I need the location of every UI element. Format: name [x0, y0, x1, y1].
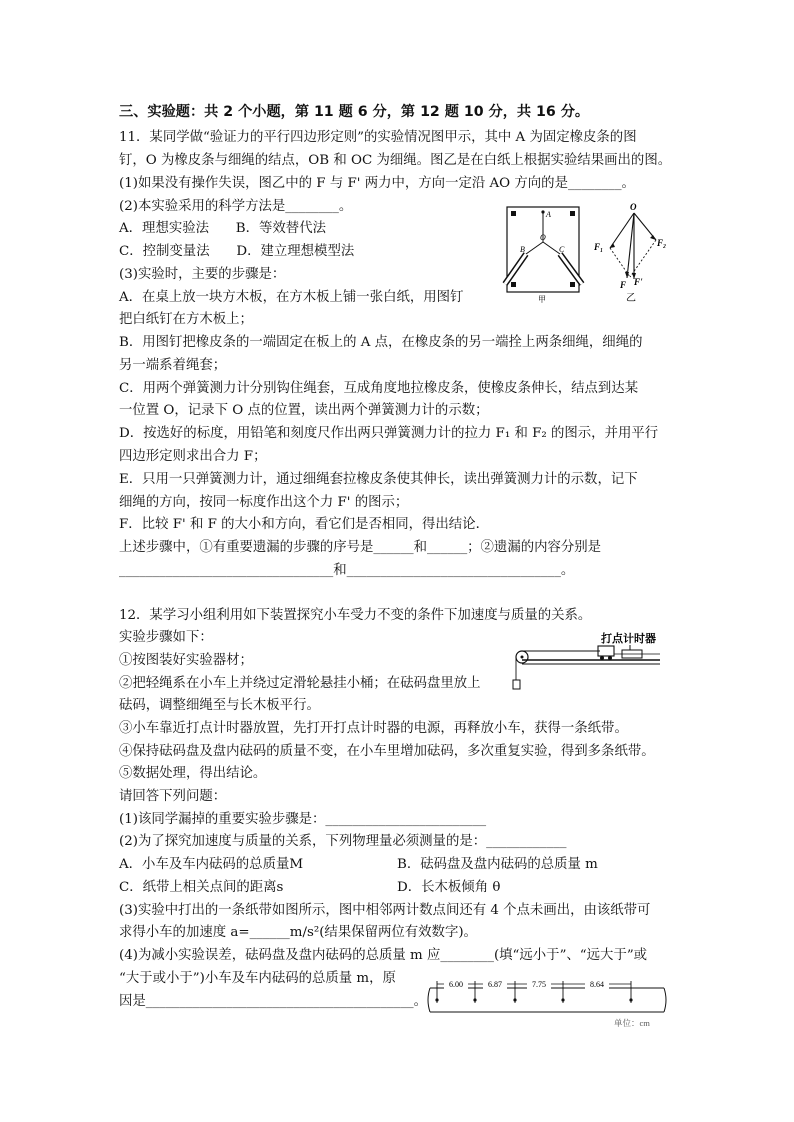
q12-option: B．砝码盘及盘内砝码的总质量 m: [397, 857, 598, 872]
q12-option: C．纸带上相关点间的距离s: [119, 880, 284, 895]
q11-line: E．只用一只弹簧测力计，通过细绳套拉橡皮条使其伸长，读出弹簧测力计的示数，记下: [119, 472, 638, 487]
q12-line: ①按图装好实验器材；: [119, 653, 253, 668]
q12-line: 求得小车的加速度 a=______m/s²(结果保留两位有效数字)。: [119, 925, 477, 940]
q11-line: 11．某同学做“验证力的平行四边形定则”的实验情况图甲示，其中 A 为固定橡皮条的图: [119, 130, 637, 145]
q11-line: 把白纸钉在方木板上；: [119, 312, 253, 327]
figure-tape: [424, 968, 668, 1030]
q12-line: ③小车靠近打点计时器放置，先打开打点计时器的电源，再释放小车，获得一条纸带。: [119, 721, 628, 736]
q12-option: A．小车及车内砝码的总质量M: [119, 857, 304, 872]
q12-line: (1)该同学漏掉的重要实验步骤是：________________________: [119, 812, 487, 827]
tape-seg-3: 7.75: [532, 980, 546, 989]
timer-label: 打点计时器: [601, 633, 656, 645]
q11-line: (3)实验时，主要的步骤是：: [119, 267, 286, 282]
q12-line: ⑤数据处理，得出结论。: [119, 766, 267, 781]
q12-line: (3)实验中打出的一条纸带如图所示，图中相邻两计数点间还有 4 个点未画出，由该纸带可: [119, 903, 651, 918]
q12-line: 因是________________________________________。: [119, 994, 427, 1009]
q11-line: 细绳的方向，按同一标度作出这个力 F' 的图示；: [119, 495, 409, 510]
q11-option: A．理想实验法 B．等效替代法: [119, 221, 326, 236]
figure-apparatus: [510, 628, 670, 698]
tape-dimensions: [437, 979, 631, 989]
label-f2: F₂: [657, 238, 667, 248]
label-f-prime: F': [634, 277, 643, 287]
q12-line: ②把轻绳系在小车上并绕过定滑轮悬挂小桶；在砝码盘里放上: [119, 676, 481, 691]
q11-line: C．用两个弹簧测力计分别钩住绳套，互成角度地拉橡皮条，使橡皮条伸长，结点到达某: [119, 381, 639, 396]
q12-option: D．长木板倾角 θ: [397, 880, 501, 895]
q11-line: 钉，O 为橡皮条与细绳的结点，OB 和 OC 为细绳。图乙是在白纸上根据实验结果画出的图。: [119, 153, 672, 168]
tape-seg-2: 6.87: [488, 980, 502, 989]
q12-line: 实验步骤如下：: [119, 630, 213, 645]
q11-option: C．控制变量法 D．建立理想模型法: [119, 244, 355, 259]
q11-line: B．用图钉把橡皮条的一端固定在板上的 A 点，在橡皮条的另一端拴上两条细绳，细绳的: [119, 335, 643, 350]
figure-yi: [590, 198, 674, 302]
q11-line: ________________________________和________________________________。: [119, 563, 575, 578]
q12-line: “大于或小于”)小车及车内砝码的总质量 m，原: [119, 971, 396, 986]
tape-seg-1: 6.00: [449, 980, 463, 989]
q11-line: (2)本实验采用的科学方法是________。: [119, 199, 353, 214]
label-a: A: [546, 210, 551, 219]
caption-yi: 乙: [626, 293, 636, 304]
q11-line: 上述步骤中，①有重要遗漏的步骤的序号是______和______；②遗漏的内容分别是: [119, 540, 602, 555]
q12-line: ④保持砝码盘及盘内砝码的质量不变，在小车里增加砝码，多次重复实验，得到多条纸带。: [119, 744, 655, 759]
q12-line: 砝码，调整细绳至与长木板平行。: [119, 698, 320, 713]
q11-line: (1)如果没有操作失误，图乙中的 F 与 F' 两力中，方向一定沿 AO 方向的是________。: [119, 176, 635, 191]
q11-line: A．在桌上放一块方木板，在方木板上铺一张白纸，用图钉: [119, 290, 464, 305]
tape-seg-4: 8.64: [590, 980, 604, 989]
q11-line: 另一端系着绳套；: [119, 358, 227, 373]
section-title: 三、实验题：共 2 个小题，第 11 题 6 分，第 12 题 10 分，共 16 分。: [119, 104, 590, 120]
label-b: B: [520, 245, 525, 254]
caption-jia: 甲: [538, 295, 546, 304]
figure-jia: [498, 204, 590, 304]
q12-line: (4)为减小实验误差，砝码盘及盘内砝码的总质量 m 应________(填“远小于”、“远大于”或: [119, 948, 648, 963]
tape-unit: 单位：cm: [614, 1018, 650, 1028]
label-f: F: [620, 280, 627, 290]
label-o: O: [630, 202, 637, 212]
label-f1: F₁: [594, 242, 604, 252]
q11-line: F．比较 F' 和 F 的大小和方向，看它们是否相同，得出结论．: [119, 517, 489, 532]
label-c: C: [559, 245, 565, 254]
label-o: O: [540, 233, 546, 242]
q11-line: 四边形定则求出合力 F；: [119, 449, 267, 464]
q11-line: D．按选好的标度，用铅笔和刻度尺作出两只弹簧测力计的拉力 F₁ 和 F₂ 的图示，并用平行: [119, 426, 659, 441]
q12-line: (2)为了探究加速度与质量的关系，下列物理量必须测量的是：____________: [119, 834, 567, 849]
q12-line: 请回答下列问题：: [119, 789, 227, 804]
q12-line: 12．某学习小组利用如下装置探究小车受力不变的条件下加速度与质量的关系。: [119, 608, 592, 623]
q11-line: 一位置 O，记录下 O 点的位置，读出两个弹簧测力计的示数；: [119, 403, 489, 418]
